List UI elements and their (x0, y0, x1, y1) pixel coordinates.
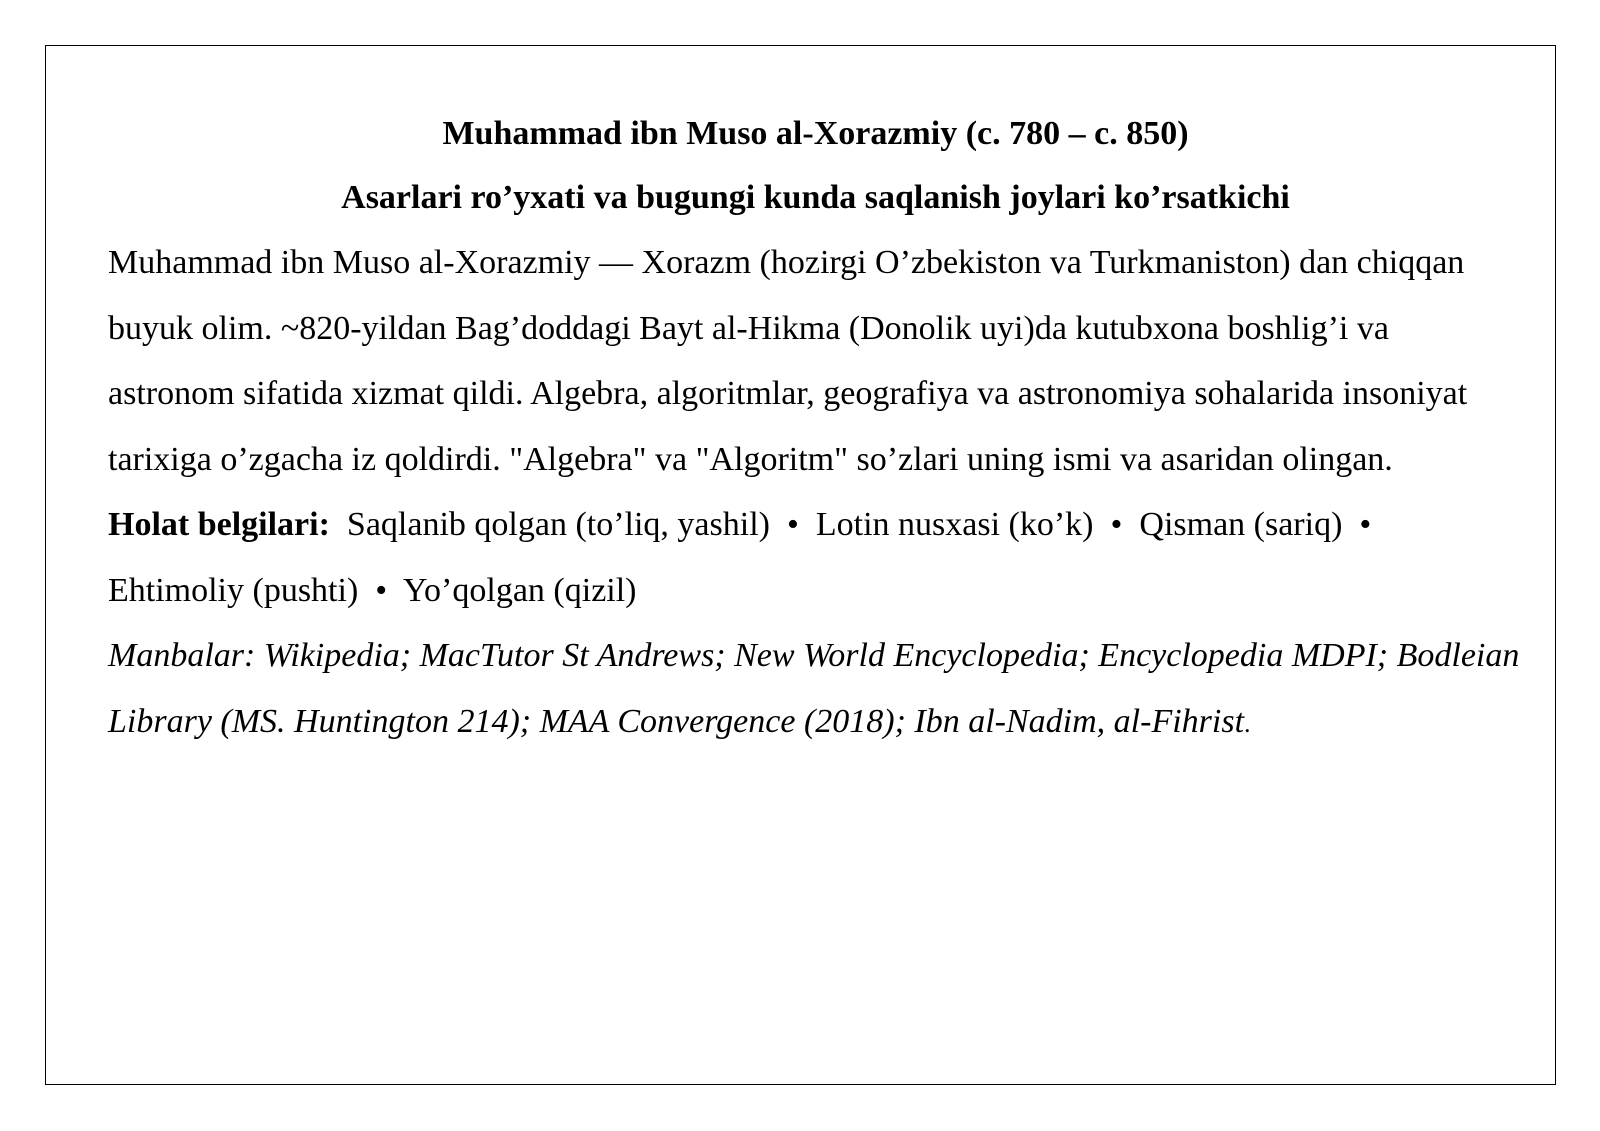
document-title: Muhammad ibn Muso al-Xorazmiy (c. 780 – c. 850) (442, 115, 1189, 152)
document-body (108, 102, 1523, 756)
sources-end: . (1244, 708, 1251, 738)
sources-text: Manbalar: Wikipedia; MacTutor St Andrews; New World Encyclopedia; Encyclopedia MDPI; Bodleian Library (MS. Huntington 214); MAA Convergence (2018); Ibn al-Nadim, al-Fihrist (108, 637, 1520, 740)
sources-paragraph (108, 623, 1523, 756)
document-subtitle: Asarlari ro’yxati va bugungi kunda saqlanish joylari ko’rsatkichi (341, 179, 1290, 216)
intro-paragraph: Muhammad ibn Muso al-Xorazmiy — Xorazm (hozirgi O’zbekiston va Turkmaniston) dan chiqqan buyuk olim. ~820-yildan Bag’doddagi Bayt al-Hikma (Donolik uyi)da kutubxona boshlig’i va astronom sifatida xizmat qildi. Algebra, algoritmlar, geografiya va astronomiya sohalarida insoniyat tarixiga o’zgacha iz qoldirdi. "Algebra" va "Algoritm" so’zlari uning ismi va asaridan olingan. (108, 244, 1468, 478)
legend-label: Holat belgilari: (108, 506, 330, 543)
legend-items: Saqlanib qolgan (to’liq, yashil) • Lotin nusxasi (ko’k) • Qisman (sariq) • Ehtimoliy (pushti) • Yo’qolgan (qizil) (108, 506, 1389, 609)
legend-paragraph (108, 492, 1523, 623)
